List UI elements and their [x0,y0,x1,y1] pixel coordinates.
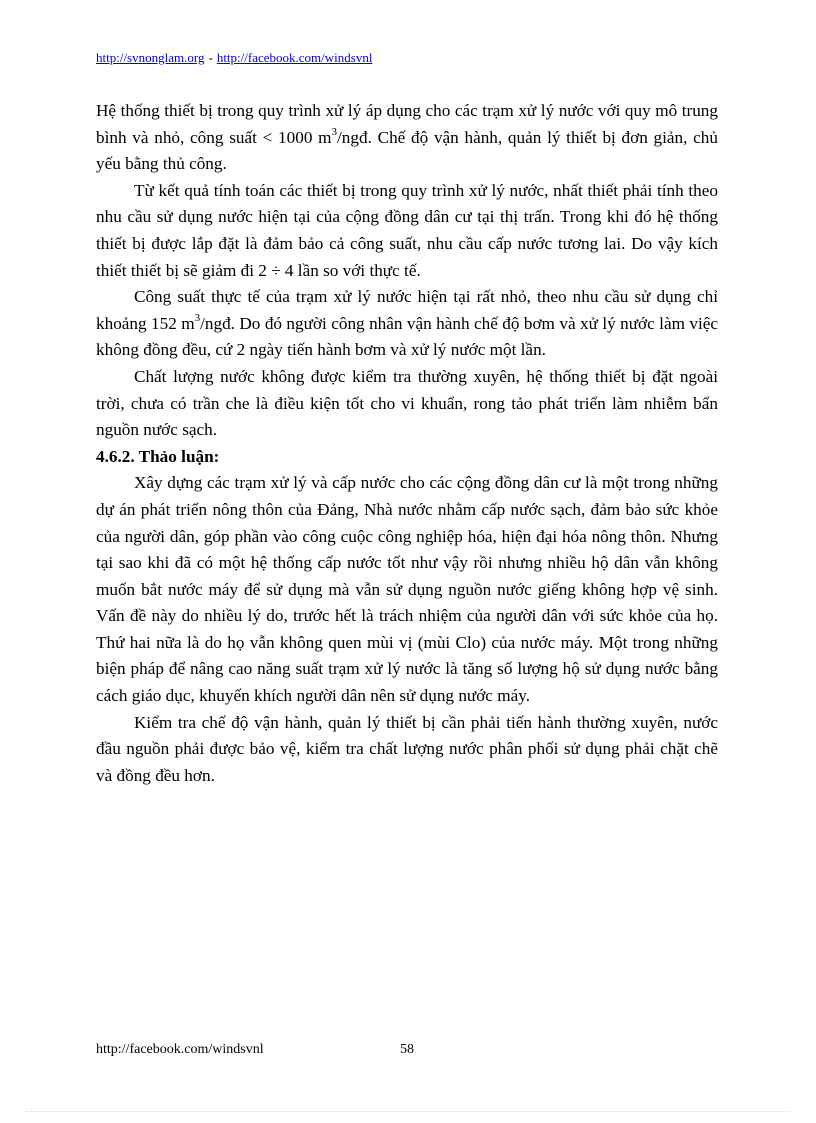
paragraph-5: Xây dựng các trạm xử lý và cấp nước cho các cộng đồng dân cư là một trong những dự án phát triển nông thôn của Đảng, Nhà nước nhằm cấp nước sạch, đảm bảo sức khỏe của người dân, góp phần vào công cuộc công nghiệp hóa, hiện đại hóa nông thôn. Nhưng tại sao khi đã có một hệ thống cấp nước tốt như vậy rồi nhưng nhiều hộ dân vẫn không muốn bắt nước máy để sử dụng mà vẫn sử dụng nguồn nước giếng không hợp vệ sinh. Vấn đề này do nhiều lý do, trước hết là trách nhiệm của người dân với sức khỏe của họ. Thứ hai nữa là do họ vẫn không quen mùi vị (mùi Clo) của nước máy. Một trong những biện pháp để nâng cao năng suất trạm xử lý nước là tăng số lượng hộ sử dụng nước bằng cách giáo dục, khuyến khích người dân nên sử dụng nước máy. [96,473,718,706]
paragraph-3: Công suất thực tế của trạm xử lý nước hiện tại rất nhỏ, theo nhu cầu sử dụng chỉ khoảng 152 $m^3$/ngđ. Do đó người công nhân vận hành chế độ bơm và xử lý nước làm việc không đồng đều, cứ 2 ngày tiến hành bơm và xử lý nước một lần. [96,287,719,360]
paragraph-1: Hệ thống thiết bị trong quy trình xử lý áp dụng cho các trạm xử lý nước với quy mô trung bình và nhỏ, công suất < 1000 $m^3$/ngđ. Chế độ vận hành, quản lý thiết bị đơn giản, chủ yếu bằng thủ công. [96,101,718,174]
header-separator: - [208,50,213,65]
header-link-svnonglam[interactable]: http://svnonglam.org [96,50,205,65]
footer-url: http://facebook.com/windsvnl [96,1042,264,1057]
paragraph-6: Kiểm tra chế độ vận hành, quản lý thiết bị cần phải tiến hành thường xuyên, nước đầu nguồn phải được bảo vệ, kiểm tra chất lượng nước phân phối sử dụng phải chặt chẽ và đồng đều hơn. [96,712,718,785]
page-number: 58 [400,1042,414,1057]
section-heading: 4.6.2. Thảo luận: [96,446,220,466]
bottom-divider [26,1111,790,1112]
paragraph-2: Từ kết quả tính toán các thiết bị trong quy trình xử lý nước, nhất thiết phải tính theo nhu cầu sử dụng nước hiện tại của cộng đồng dân cư tại thị trấn. Trong khi đó hệ thống thiết bị được lắp đặt là đảm bảo cả công suất, nhu cầu cấp nước tương lai. Do vậy kích thiết thiết bị sẽ giảm đi 2 ÷ 4 lần so với thực tế. [96,180,718,280]
header-link-facebook[interactable]: http://facebook.com/windsvnl [216,50,373,65]
paragraph-4: Chất lượng nước không được kiểm tra thường xuyên, hệ thống thiết bị đặt ngoài trời, chưa có trần che là điều kiện tốt cho vi khuẩn, rong tảo phát triển làm nhiễm bẩn nguồn nước sạch. [96,366,718,440]
document-body [96,98,718,789]
page-header [96,49,372,67]
